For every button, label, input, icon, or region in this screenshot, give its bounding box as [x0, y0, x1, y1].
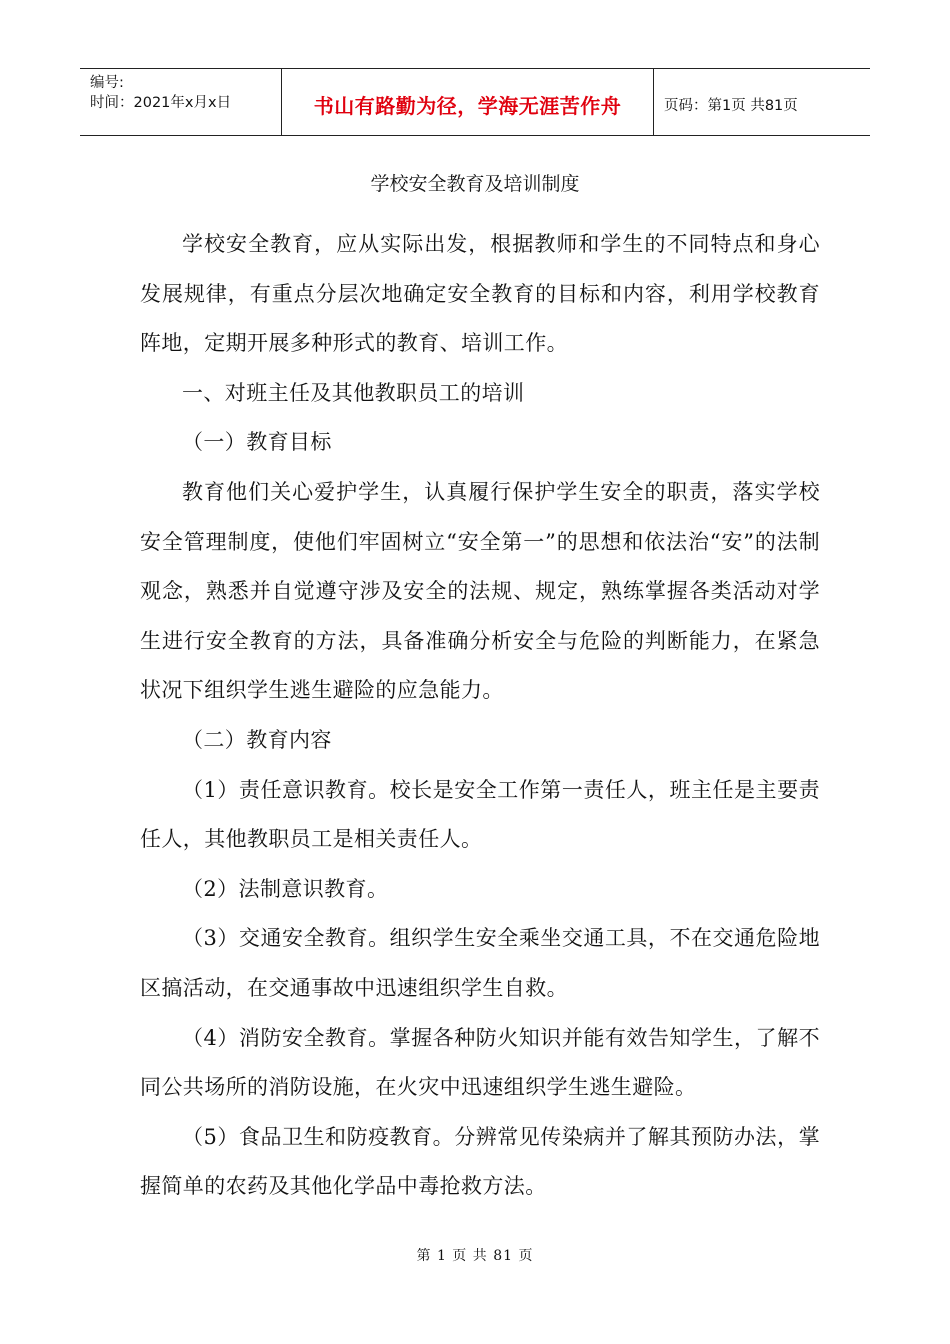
- paragraph: （5）食品卫生和防疫教育。分辨常见传染病并了解其预防办法，掌握简单的农药及其他化学品中毒抢救方法。: [140, 1124, 820, 1199]
- subsection-heading: （一）教育目标: [182, 430, 332, 455]
- paragraph: 教育他们关心爱护学生，认真履行保护学生安全的职责，落实学校安全管理制度，使他们牢固树立“安全第一”的思想和依法治“安”的法制观念，熟悉并自觉遵守涉及安全的法规、规定，熟练掌握各类活动对学生进行安全教育的方法，具备准确分析安全与危险的判断能力，在紧急状况下组织学生逃生避险的应急能力。: [140, 479, 820, 703]
- document-title: 学校安全教育及培训制度: [370, 173, 580, 195]
- paragraph: （4）消防安全教育。掌握各种防火知识并能有效告知学生，了解不同公共场所的消防设施，在火灾中迅速组织学生逃生避险。: [140, 1025, 820, 1100]
- header-meta: [80, 69, 282, 135]
- header-page-info: 页码：第1页 共81页: [664, 97, 798, 114]
- paragraph: （1）责任意识教育。校长是安全工作第一责任人，班主任是主要责任人，其他教职员工是相关责任人。: [140, 777, 820, 852]
- section-heading: 一、对班主任及其他教职员工的培训: [182, 380, 525, 405]
- paragraph: （3）交通安全教育。组织学生安全乘坐交通工具，不在交通危险地区搞活动，在交通事故中迅速组织学生自救。: [140, 926, 820, 1000]
- document-body: [140, 220, 820, 1212]
- header-motto: 书山有路勤为径，学海无涯苦作舟: [282, 69, 654, 135]
- subsection-heading: （二）教育内容: [182, 727, 332, 752]
- document-header: [80, 68, 870, 136]
- page-footer: 第 1 页 共 81 页: [416, 1248, 534, 1264]
- date-line: 时间：2021年x月x日: [90, 95, 232, 111]
- paragraph: 学校安全教育，应从实际出发，根据教师和学生的不同特点和身心发展规律，有重点分层次地确定安全教育的目标和内容，利用学校教育阵地，定期开展多种形式的教育、培训工作。: [140, 232, 820, 356]
- number-label: 编号:: [90, 75, 124, 91]
- paragraph: （2）法制意识教育。: [182, 876, 389, 901]
